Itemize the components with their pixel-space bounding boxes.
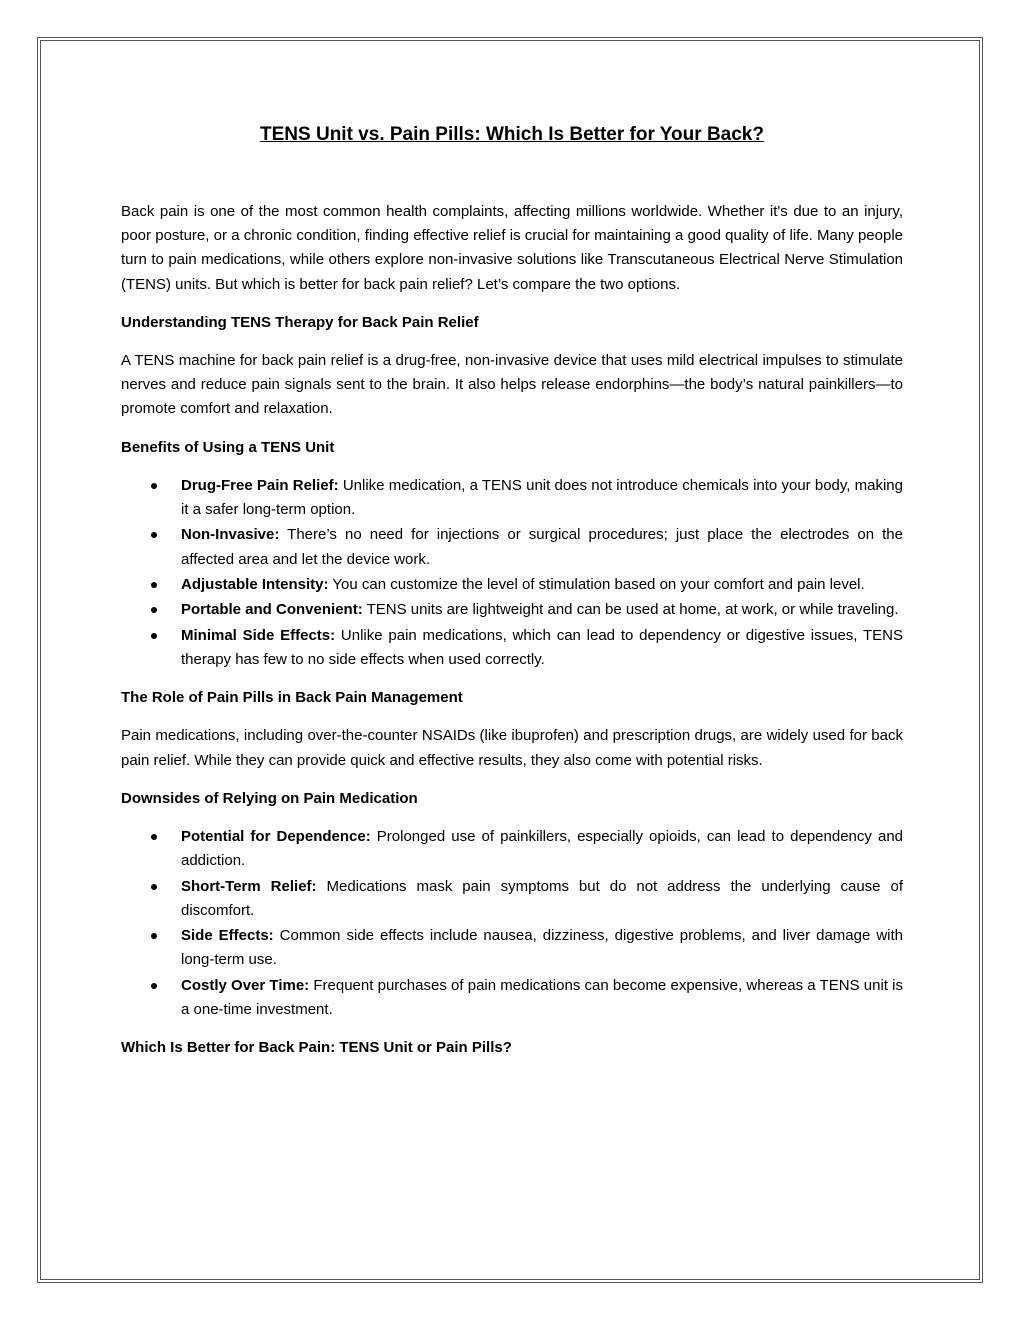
list-item — [121, 875, 903, 923]
document-title: TENS Unit vs. Pain Pills: Which Is Better for Your Back? — [260, 124, 764, 145]
list-item-text: Prolonged use of painkillers, especially opioids, can lead to dependency and addiction. — [181, 828, 904, 870]
section-heading-downsides: Downsides of Relying on Pain Medication — [121, 789, 418, 807]
list-item-term: Non-Invasive: — [181, 526, 280, 544]
section-heading-benefits: Benefits of Using a TENS Unit — [121, 438, 335, 456]
section-heading-pain-pills: The Role of Pain Pills in Back Pain Management — [121, 689, 463, 707]
list-item-term: Drug-Free Pain Relief: — [181, 476, 339, 494]
list-item-term: Potential for Dependence: — [181, 828, 371, 846]
benefits-list — [121, 474, 903, 672]
document-body — [121, 122, 903, 1074]
list-item-term: Adjustable Intensity: — [181, 576, 329, 594]
bullet-icon — [151, 607, 157, 613]
bullet-icon — [151, 532, 157, 538]
list-item-term: Costly Over Time: — [181, 976, 310, 994]
bullet-icon — [151, 834, 157, 840]
list-item-text: Unlike medication, a TENS unit does not introduce chemicals into your body, making it a safer long-term option. — [181, 476, 903, 519]
list-item — [121, 474, 903, 522]
bullet-icon — [151, 633, 157, 639]
bullet-icon — [151, 933, 157, 939]
list-item-term: Side Effects: — [181, 927, 274, 945]
list-item-text: Unlike pain medications, which can lead to dependency or digestive issues, TENS therapy has few to no side effects when used correctly. — [181, 626, 903, 668]
tens-therapy-paragraph: A TENS machine for back pain relief is a drug-free, non-invasive device that uses mild electrical impulses to stimulate nerves and reduce pain signals sent to the brain. It also helps release endorphins—the body’s natural painkillers—to promote comfort and relaxation. — [121, 352, 903, 418]
intro-paragraph: Back pain is one of the most common health complaints, affecting millions worldwide. Whether it's due to an injury, poor posture, or a chronic condition, finding effective relief is crucial for maintaining a good quality of life. Many people turn to pain medications, while others explore non-invasive solutions like Transcutaneous Electrical Nerve Stimulation (TENS) units. But which is better for back pain relief? Let’s compare the two options. — [121, 203, 903, 293]
bullet-icon — [151, 582, 157, 588]
list-item-text: Common side effects include nausea, dizziness, digestive problems, and liver damage with long-term use. — [181, 927, 903, 969]
list-item — [121, 924, 903, 972]
list-item — [121, 624, 903, 672]
list-item-term: Minimal Side Effects: — [181, 626, 336, 644]
pain-pills-paragraph: Pain medications, including over-the-counter NSAIDs (like ibuprofen) and prescription drugs, are widely used for back pain relief. While they can provide quick and effective results, they also come with potential risks. — [121, 727, 903, 769]
bullet-icon — [151, 483, 157, 489]
list-item-text: You can customize the level of stimulation based on your comfort and pain level. — [328, 576, 865, 594]
list-item-text: Medications mask pain symptoms but do not address the underlying cause of discomfort. — [181, 877, 903, 919]
list-item-text: Frequent purchases of pain medications can become expensive, whereas a TENS unit is a one-time investment. — [181, 976, 903, 1018]
section-heading-comparison: Which Is Better for Back Pain: TENS Unit or Pain Pills? — [121, 1039, 512, 1057]
downsides-list — [121, 825, 903, 1022]
list-item — [121, 523, 903, 571]
list-item — [121, 974, 903, 1022]
section-heading-tens-therapy: Understanding TENS Therapy for Back Pain Relief — [121, 313, 479, 331]
list-item — [121, 825, 903, 873]
list-item-term: Short-Term Relief: — [181, 877, 317, 895]
list-item — [121, 573, 903, 597]
bullet-icon — [151, 983, 157, 989]
list-item — [121, 598, 903, 622]
bullet-icon — [151, 884, 157, 890]
list-item-term: Portable and Convenient: — [181, 601, 363, 619]
list-item-text: TENS units are lightweight and can be used at home, at work, or while traveling. — [362, 601, 899, 619]
list-item-text: There’s no need for injections or surgical procedures; just place the electrodes on the affected area and let the device work. — [181, 526, 903, 568]
